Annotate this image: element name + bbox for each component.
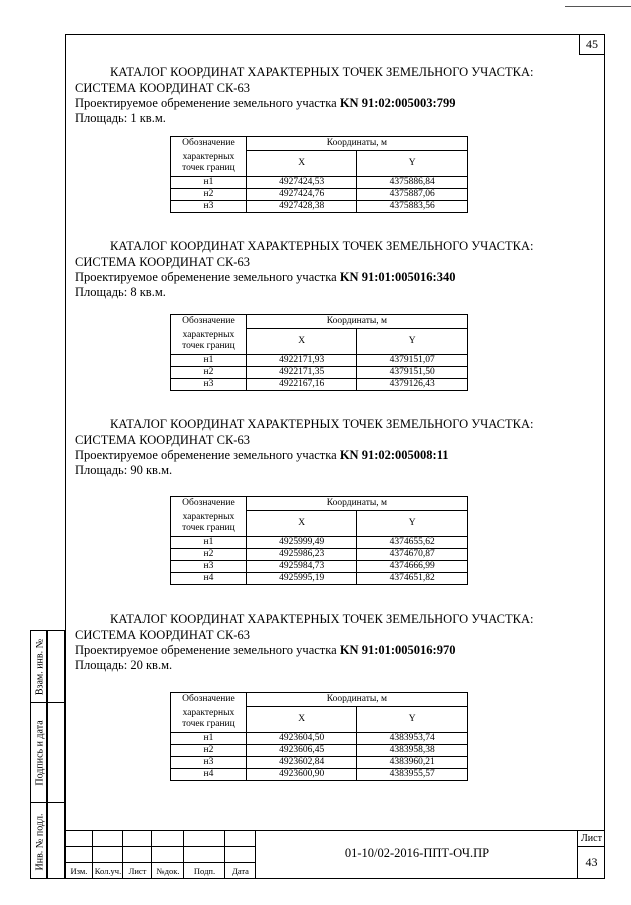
header-x: X — [246, 151, 357, 177]
catalog-title: КАТАЛОГ КООРДИНАТ ХАРАКТЕРНЫХ ТОЧЕК ЗЕМЕЛЬНОГО УЧАСТКА: СИСТЕМА КООРДИНАТ СК-63 — [75, 65, 534, 95]
catalog-area: Площадь: 20 кв.м. — [75, 658, 173, 672]
table-cell: 4375887,06 — [357, 189, 468, 201]
catalog-section — [75, 64, 600, 126]
table-row — [171, 733, 468, 745]
catalog-title: КАТАЛОГ КООРДИНАТ ХАРАКТЕРНЫХ ТОЧЕК ЗЕМЕЛЬНОГО УЧАСТКА: СИСТЕМА КООРДИНАТ СК-63 — [75, 239, 534, 269]
catalog-title: КАТАЛОГ КООРДИНАТ ХАРАКТЕРНЫХ ТОЧЕК ЗЕМЕЛЬНОГО УЧАСТКА: СИСТЕМА КООРДИНАТ СК-63 — [75, 612, 534, 642]
table-cell: 4374655,62 — [357, 537, 468, 549]
table-cell: н2 — [171, 549, 247, 561]
coordinates-table — [170, 496, 468, 585]
header-coordinates: Координаты, м — [246, 137, 467, 151]
table-cell: н2 — [171, 189, 247, 201]
table-cell: 4379126,43 — [357, 379, 468, 391]
table-cell: 4927428,38 — [246, 201, 357, 213]
catalog-section — [75, 238, 600, 300]
table-row — [171, 177, 468, 189]
table-row — [171, 201, 468, 213]
table-row — [171, 379, 468, 391]
table-cell: 4925999,49 — [246, 537, 357, 549]
table-cell: 4922167,16 — [246, 379, 357, 391]
table-cell: 4383958,38 — [357, 745, 468, 757]
stamp-list: Лист — [128, 866, 147, 876]
table-row — [171, 561, 468, 573]
podpis-data-label: Подпись и дата — [34, 719, 45, 786]
document-code: 01-10/02-2016-ППТ-ОЧ.ПР — [344, 846, 490, 860]
table-cell: 4383960,21 — [357, 757, 468, 769]
header-x: X — [246, 329, 357, 355]
table-cell: н4 — [171, 769, 247, 781]
header-designation: Обозначение — [171, 137, 247, 151]
header-y: Y — [357, 151, 468, 177]
side-strip — [30, 630, 65, 879]
table-cell: 4375886,84 — [357, 177, 468, 189]
header-designation-sub: характерных точек границ — [171, 707, 247, 733]
table-cell: 4925984,73 — [246, 561, 357, 573]
sheet-label: Лист — [581, 833, 602, 844]
table-cell: 4383955,57 — [357, 769, 468, 781]
table-cell: 4374670,87 — [357, 549, 468, 561]
side-label-column — [30, 630, 47, 879]
table-cell: н2 — [171, 367, 247, 379]
table-cell: н3 — [171, 201, 247, 213]
table-cell: 4923606,45 — [246, 745, 357, 757]
header-coordinates: Координаты, м — [246, 497, 467, 511]
page-number: 45 — [579, 34, 605, 55]
vzam-inv-label: Взам. инв. № — [34, 638, 45, 695]
table-cell: н3 — [171, 561, 247, 573]
side-value-column — [47, 630, 65, 879]
header-coordinates: Координаты, м — [246, 315, 467, 329]
catalog-description: Проектируемое обременение земельного участка KN 91:01:005016:970 — [75, 643, 456, 657]
header-designation-sub: характерных точек границ — [171, 151, 247, 177]
catalog-title: КАТАЛОГ КООРДИНАТ ХАРАКТЕРНЫХ ТОЧЕК ЗЕМЕЛЬНОГО УЧАСТКА: СИСТЕМА КООРДИНАТ СК-63 — [75, 417, 534, 447]
stamp-n-dok: №док. — [156, 866, 180, 876]
table-cell: 4927424,53 — [246, 177, 357, 189]
catalog-area: Площадь: 1 кв.м. — [75, 111, 166, 125]
catalog-section — [75, 611, 600, 673]
header-designation: Обозначение — [171, 315, 247, 329]
header-designation-sub: характерных точек границ — [171, 511, 247, 537]
coordinates-table — [170, 314, 468, 391]
table-cell: 4923600,90 — [246, 769, 357, 781]
table-row — [171, 573, 468, 585]
corner-line — [565, 6, 631, 7]
catalog-description: Проектируемое обременение земельного участка KN 91:02:005003:799 — [75, 96, 456, 110]
header-designation-sub: характерных точек границ — [171, 329, 247, 355]
table-cell: 4383953,74 — [357, 733, 468, 745]
table-cell: 4379151,50 — [357, 367, 468, 379]
cadastral-number: KN 91:01:005016:970 — [339, 643, 456, 657]
title-block — [65, 830, 605, 879]
header-y: Y — [357, 707, 468, 733]
table-cell: 4374666,99 — [357, 561, 468, 573]
table-cell: н4 — [171, 573, 247, 585]
table-cell: 4923602,84 — [246, 757, 357, 769]
table-cell: 4925995,19 — [246, 573, 357, 585]
catalog-description: Проектируемое обременение земельного участка KN 91:02:005008:11 — [75, 448, 449, 462]
table-cell: н3 — [171, 757, 247, 769]
table-cell: н1 — [171, 177, 247, 189]
table-row — [171, 537, 468, 549]
header-designation: Обозначение — [171, 497, 247, 511]
table-cell: 4925986,23 — [246, 549, 357, 561]
table-row — [171, 757, 468, 769]
table-row — [171, 769, 468, 781]
header-x: X — [246, 511, 357, 537]
header-y: Y — [357, 511, 468, 537]
table-cell: н1 — [171, 355, 247, 367]
catalog-section — [75, 416, 600, 478]
table-cell: 4927424,76 — [246, 189, 357, 201]
catalog-description: Проектируемое обременение земельного участка KN 91:01:005016:340 — [75, 270, 456, 284]
table-row — [171, 189, 468, 201]
stamp-kol-uch: Кол.уч. — [94, 866, 122, 876]
table-cell: 4922171,35 — [246, 367, 357, 379]
table-cell: н3 — [171, 379, 247, 391]
coordinates-table — [170, 692, 468, 781]
header-designation: Обозначение — [171, 693, 247, 707]
header-coordinates: Координаты, м — [246, 693, 467, 707]
table-cell: н1 — [171, 733, 247, 745]
catalog-area: Площадь: 90 кв.м. — [75, 463, 173, 477]
table-cell: 4374651,82 — [357, 573, 468, 585]
table-cell: н1 — [171, 537, 247, 549]
header-x: X — [246, 707, 357, 733]
inv-podl-label: Инв. № подл. — [34, 813, 45, 870]
stamp-data: Дата — [232, 866, 249, 876]
table-row — [171, 355, 468, 367]
stamp-podp: Подп. — [193, 866, 216, 876]
table-row — [171, 745, 468, 757]
cadastral-number: KN 91:01:005016:340 — [339, 270, 456, 284]
table-row — [171, 549, 468, 561]
table-cell: н2 — [171, 745, 247, 757]
table-cell: 4923604,50 — [246, 733, 357, 745]
header-y: Y — [357, 329, 468, 355]
coordinates-table — [170, 136, 468, 213]
sheet-number: 43 — [585, 855, 598, 869]
table-cell: 4375883,56 — [357, 201, 468, 213]
cadastral-number: KN 91:02:005003:799 — [339, 96, 456, 110]
cadastral-number: KN 91:02:005008:11 — [339, 448, 449, 462]
table-cell: 4922171,93 — [246, 355, 357, 367]
table-cell: 4379151,07 — [357, 355, 468, 367]
stamp-izm: Изм. — [70, 866, 88, 876]
catalog-area: Площадь: 8 кв.м. — [75, 285, 166, 299]
table-row — [171, 367, 468, 379]
